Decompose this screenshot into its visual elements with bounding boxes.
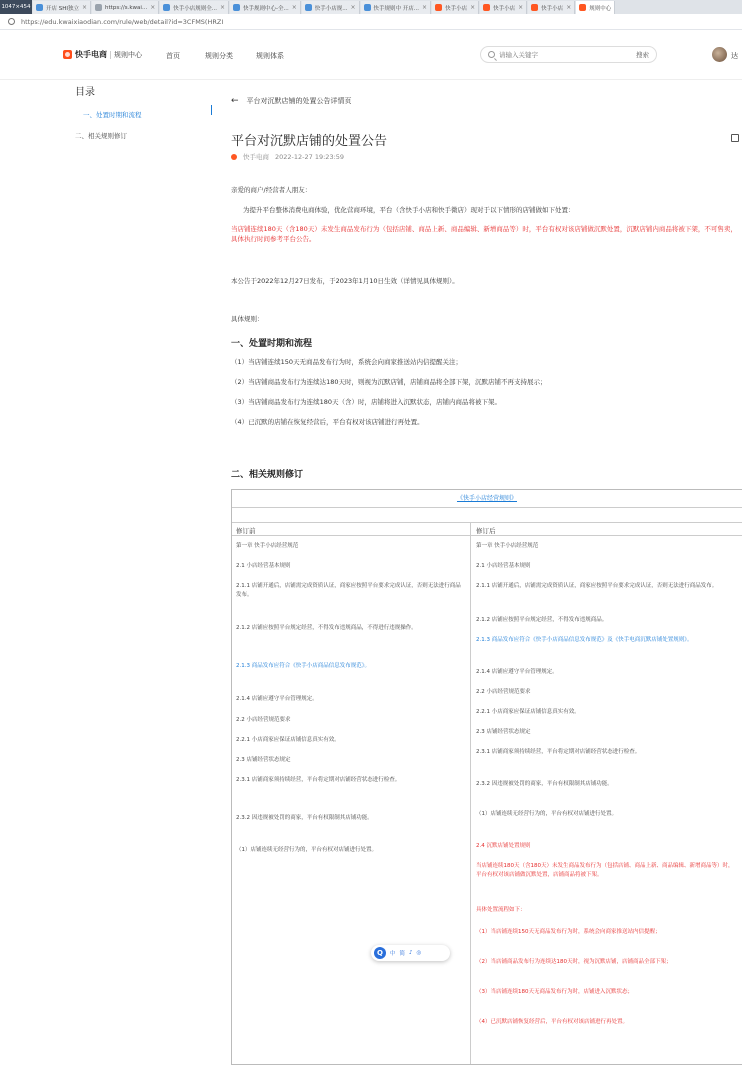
username[interactable]: 达 <box>731 52 738 60</box>
table-cell: 2.1.4 店铺应遵守平台管理规定。 <box>236 696 318 702</box>
author-icon <box>231 154 237 160</box>
nav-rule-system[interactable]: 规则体系 <box>256 52 284 60</box>
search-box <box>480 46 657 63</box>
avatar[interactable] <box>712 47 727 62</box>
browser-tab[interactable]: 快手规则中 开店... × <box>361 1 432 14</box>
browser-tab-active[interactable]: 规则中心 <box>576 1 615 14</box>
tab-favicon-icon <box>233 4 240 11</box>
close-icon[interactable]: × <box>82 4 88 11</box>
tab-favicon-icon <box>163 4 170 11</box>
kuaishou-logo-icon <box>63 50 72 59</box>
browser-tab[interactable]: 快手小店 × <box>528 1 575 14</box>
browser-tab-strip <box>0 0 742 14</box>
browser-tab[interactable]: 开店 SHI独立 × <box>33 1 91 14</box>
back-link[interactable]: ← 平台对沉默店铺的处置公告详情页 <box>231 96 352 106</box>
tab-favicon-icon <box>435 4 442 11</box>
article <box>231 96 742 480</box>
close-icon[interactable]: × <box>291 4 297 11</box>
intro-paragraph: 为提升平台整体消费电商体验，优化营商环境，平台（含快手小店和快手微店）现对于以下情形的店铺做如下处置： <box>243 206 575 214</box>
floating-toolbar <box>371 945 450 961</box>
browser-tab[interactable]: https://s.kwai... × <box>92 1 159 14</box>
section-heading-1: 一、处置时期和流程 <box>231 339 313 349</box>
publish-date: 2022-12-27 19:23:59 <box>275 152 345 161</box>
table-cell: 2.2 小店经营规范要求 <box>236 717 291 723</box>
toc-active-indicator <box>211 105 212 115</box>
column-divider <box>470 522 471 1064</box>
close-icon[interactable]: × <box>470 4 476 11</box>
table-cell: 第一章 快手小店经营规范 <box>236 543 299 549</box>
music-icon[interactable]: ♪ <box>409 950 413 956</box>
tab-favicon-icon <box>95 4 102 11</box>
revision-table <box>231 489 742 1065</box>
greeting: 亲爱的商户/经营者人朋友： <box>231 186 312 194</box>
table-cell-red-item: （1）当店铺连续150天无商品发布行为时，系统会向商家推送站内信提醒； <box>476 929 661 935</box>
rule-item: （2）当店铺商品发布行为连续达180天时，则视为沉默店铺，店铺商品将全部下架，沉默店铺不再支持展示； <box>231 378 547 386</box>
site-logo[interactable]: 快手电商 规则中心 <box>63 49 142 60</box>
table-header-link[interactable]: 《快手小店经营规则》 <box>232 490 742 508</box>
table-cell: 2.1.4 店铺应遵守平台管理规定。 <box>476 669 558 675</box>
table-cell: 2.2.1 小店商家应保证店铺信息真实有效。 <box>236 737 340 743</box>
search-icon <box>488 51 495 58</box>
table-cell: 2.3.2 因违规被处罚的商家，平台有权限制其店铺功能。 <box>236 815 373 821</box>
tab-favicon-icon <box>579 4 586 11</box>
url-text[interactable]: https://edu.kwaixiaodian.com/rule/web/detail?id=3CFMS(HRZI <box>21 17 224 26</box>
browser-tab[interactable]: 快手小店 × <box>432 1 479 14</box>
float-chinese-toggle[interactable]: 中 <box>390 951 396 957</box>
assistant-logo-icon[interactable]: Q <box>374 947 386 959</box>
close-icon[interactable]: × <box>350 4 356 11</box>
table-cell: 2.3.1 店铺商家须持续经营，平台将定期对店铺经营状态进行检查。 <box>236 777 401 783</box>
table-cell-red-item: （3）当店铺连续180天无商品发布行为时，店铺进入沉默状态； <box>476 989 633 995</box>
table-cell: 2.1.2 店铺应按照平台规定经营，不得发布违规商品。 <box>476 617 608 623</box>
site-header <box>0 30 742 80</box>
tab-favicon-icon <box>364 4 371 11</box>
table-cell-red-item: （4）已沉默店铺恢复经营后，平台有权对该店铺进行再处置。 <box>476 1019 629 1025</box>
tab-favicon-icon <box>36 4 43 11</box>
table-cell: 2.1 小店经营基本规则 <box>476 563 531 569</box>
tab-favicon-icon <box>531 4 538 11</box>
browser-tab[interactable]: 快手小店规则全... × <box>160 1 229 14</box>
nav-rule-categories[interactable]: 规则分类 <box>205 52 233 60</box>
table-cell: 2.2 小店经营规范要求 <box>476 689 531 695</box>
table-cell-red: 当店铺连续180天（含180天）未发生商品发布行为（包括店铺、商品上新、商品编辑、新增商品等）时，平台有权对该店铺做沉默处置，店铺商品将被下架。 <box>476 863 734 878</box>
table-cell: 2.3.2 因违规被处罚的商家，平台有权限制其店铺功能。 <box>476 781 613 787</box>
table-cell: 2.1.1 店铺开通后，店铺需完成资质认证，商家应按照平台要求完成认证，否则无法进行商品发布。 <box>476 583 718 589</box>
effective-date-paragraph: 本公告于2022年12月27日发布，于2023年1月10日生效（详情见具体规则）。 <box>231 277 459 285</box>
browser-tab[interactable]: 快手规则中心-全... × <box>230 1 301 14</box>
section-heading-2: 二、相关规则修订 <box>231 470 304 480</box>
close-icon[interactable]: × <box>150 4 156 11</box>
column-header-after: 修订后 <box>476 527 496 535</box>
arrow-left-icon[interactable]: ← <box>231 96 239 106</box>
table-cell: 2.1.1 店铺开通后，店铺需完成资质认证，商家应按照平台要求完成认证，否则无法进行商品发布。 <box>236 583 461 598</box>
browser-tab[interactable]: 快手小店规... × <box>302 1 360 14</box>
author: 快手电商 <box>243 153 269 161</box>
table-column-headers <box>232 522 742 536</box>
table-cell: 第一章 快手小店经营规范 <box>476 543 539 549</box>
nav-home[interactable]: 首页 <box>166 52 180 60</box>
rule-item: （4）已沉默的店铺在恢复经营后，平台有权对该店铺进行再处置。 <box>231 418 424 426</box>
logo-divider <box>110 51 111 59</box>
table-cell: （1）店铺连续无经营行为的，平台有权对店铺进行处置。 <box>476 811 618 817</box>
table-cell: 2.3 店铺经营状态规定 <box>476 729 531 735</box>
notice-paragraph: 当店铺连续180天（含180天）未发生商品发布行为（包括店铺、商品上新、商品编辑、新增商品等）时，平台有权对该店铺做沉默处置，沉默店铺内商品将被下架，不可售卖，具体执行时间参考平台公告。 <box>231 225 737 243</box>
share-icon[interactable] <box>731 134 739 142</box>
close-icon[interactable]: × <box>566 4 572 11</box>
settings-icon[interactable]: ◎ <box>416 950 422 956</box>
table-cell-red-label: 具体处置流程如下： <box>476 907 526 913</box>
toc-item-section-1[interactable]: 一、处置时期和流程 <box>83 111 142 119</box>
table-cell: 2.3 店铺经营状态规定 <box>236 757 291 763</box>
table-cell-red-item: （2）当店铺商品发布行为连续达180天时，视为沉默店铺，店铺商品全部下架； <box>476 959 672 965</box>
site-info-icon[interactable] <box>8 18 15 25</box>
article-meta <box>231 152 344 161</box>
column-header-before: 修订前 <box>236 527 256 535</box>
search-button[interactable]: 搜索 <box>636 51 649 59</box>
detail-label: 具体规则： <box>231 315 264 323</box>
table-cell-red-heading: 2.4 沉默店铺处置规则 <box>476 843 531 849</box>
table-cell: 2.2.1 小店商家应保证店铺信息真实有效。 <box>476 709 580 715</box>
close-icon[interactable]: × <box>219 4 225 11</box>
table-cell: 2.1 小店经营基本规则 <box>236 563 291 569</box>
window-badge: 1047×454 <box>0 0 32 14</box>
browser-tab[interactable]: 快手小店 × <box>480 1 527 14</box>
rule-item: （3）当店铺商品发布行为连续180天（含）时，店铺将进入沉默状态，店铺内商品将被下架。 <box>231 398 502 406</box>
float-simplified-toggle[interactable]: 简 <box>399 951 406 957</box>
table-cell: 2.1.2 店铺应按照平台规定经营，不得发布违规商品，不得进行违规操作。 <box>236 625 417 631</box>
tab-favicon-icon <box>483 4 490 11</box>
toc-item-section-2[interactable]: 二、相关规则修订 <box>75 132 127 140</box>
table-cell: （1）店铺连续无经营行为的，平台有权对店铺进行处置。 <box>236 847 378 853</box>
table-cell: 2.3.1 店铺商家须持续经营，平台将定期对店铺经营状态进行检查。 <box>476 749 641 755</box>
search-input[interactable] <box>499 51 632 59</box>
page-title: 平台对沉默店铺的处置公告 <box>231 134 388 149</box>
table-cell: 2.1.3 商品发布应符合《快手小店商品信息发布规范》。 <box>236 663 370 669</box>
tab-favicon-icon <box>305 4 312 11</box>
table-cell: 2.1.3 商品发布应符合《快手小店商品信息发布规范》及《快手电商沉默店铺处置规则》。 <box>476 637 693 643</box>
table-of-contents <box>75 83 215 152</box>
address-bar[interactable] <box>0 14 742 30</box>
rule-item: （1）当店铺连续150天无商品发布行为时，系统会向商家推送站内信提醒关注； <box>231 358 463 366</box>
close-icon[interactable]: × <box>422 4 428 11</box>
close-icon[interactable]: × <box>518 4 524 11</box>
toc-title: 目录 <box>75 87 95 98</box>
